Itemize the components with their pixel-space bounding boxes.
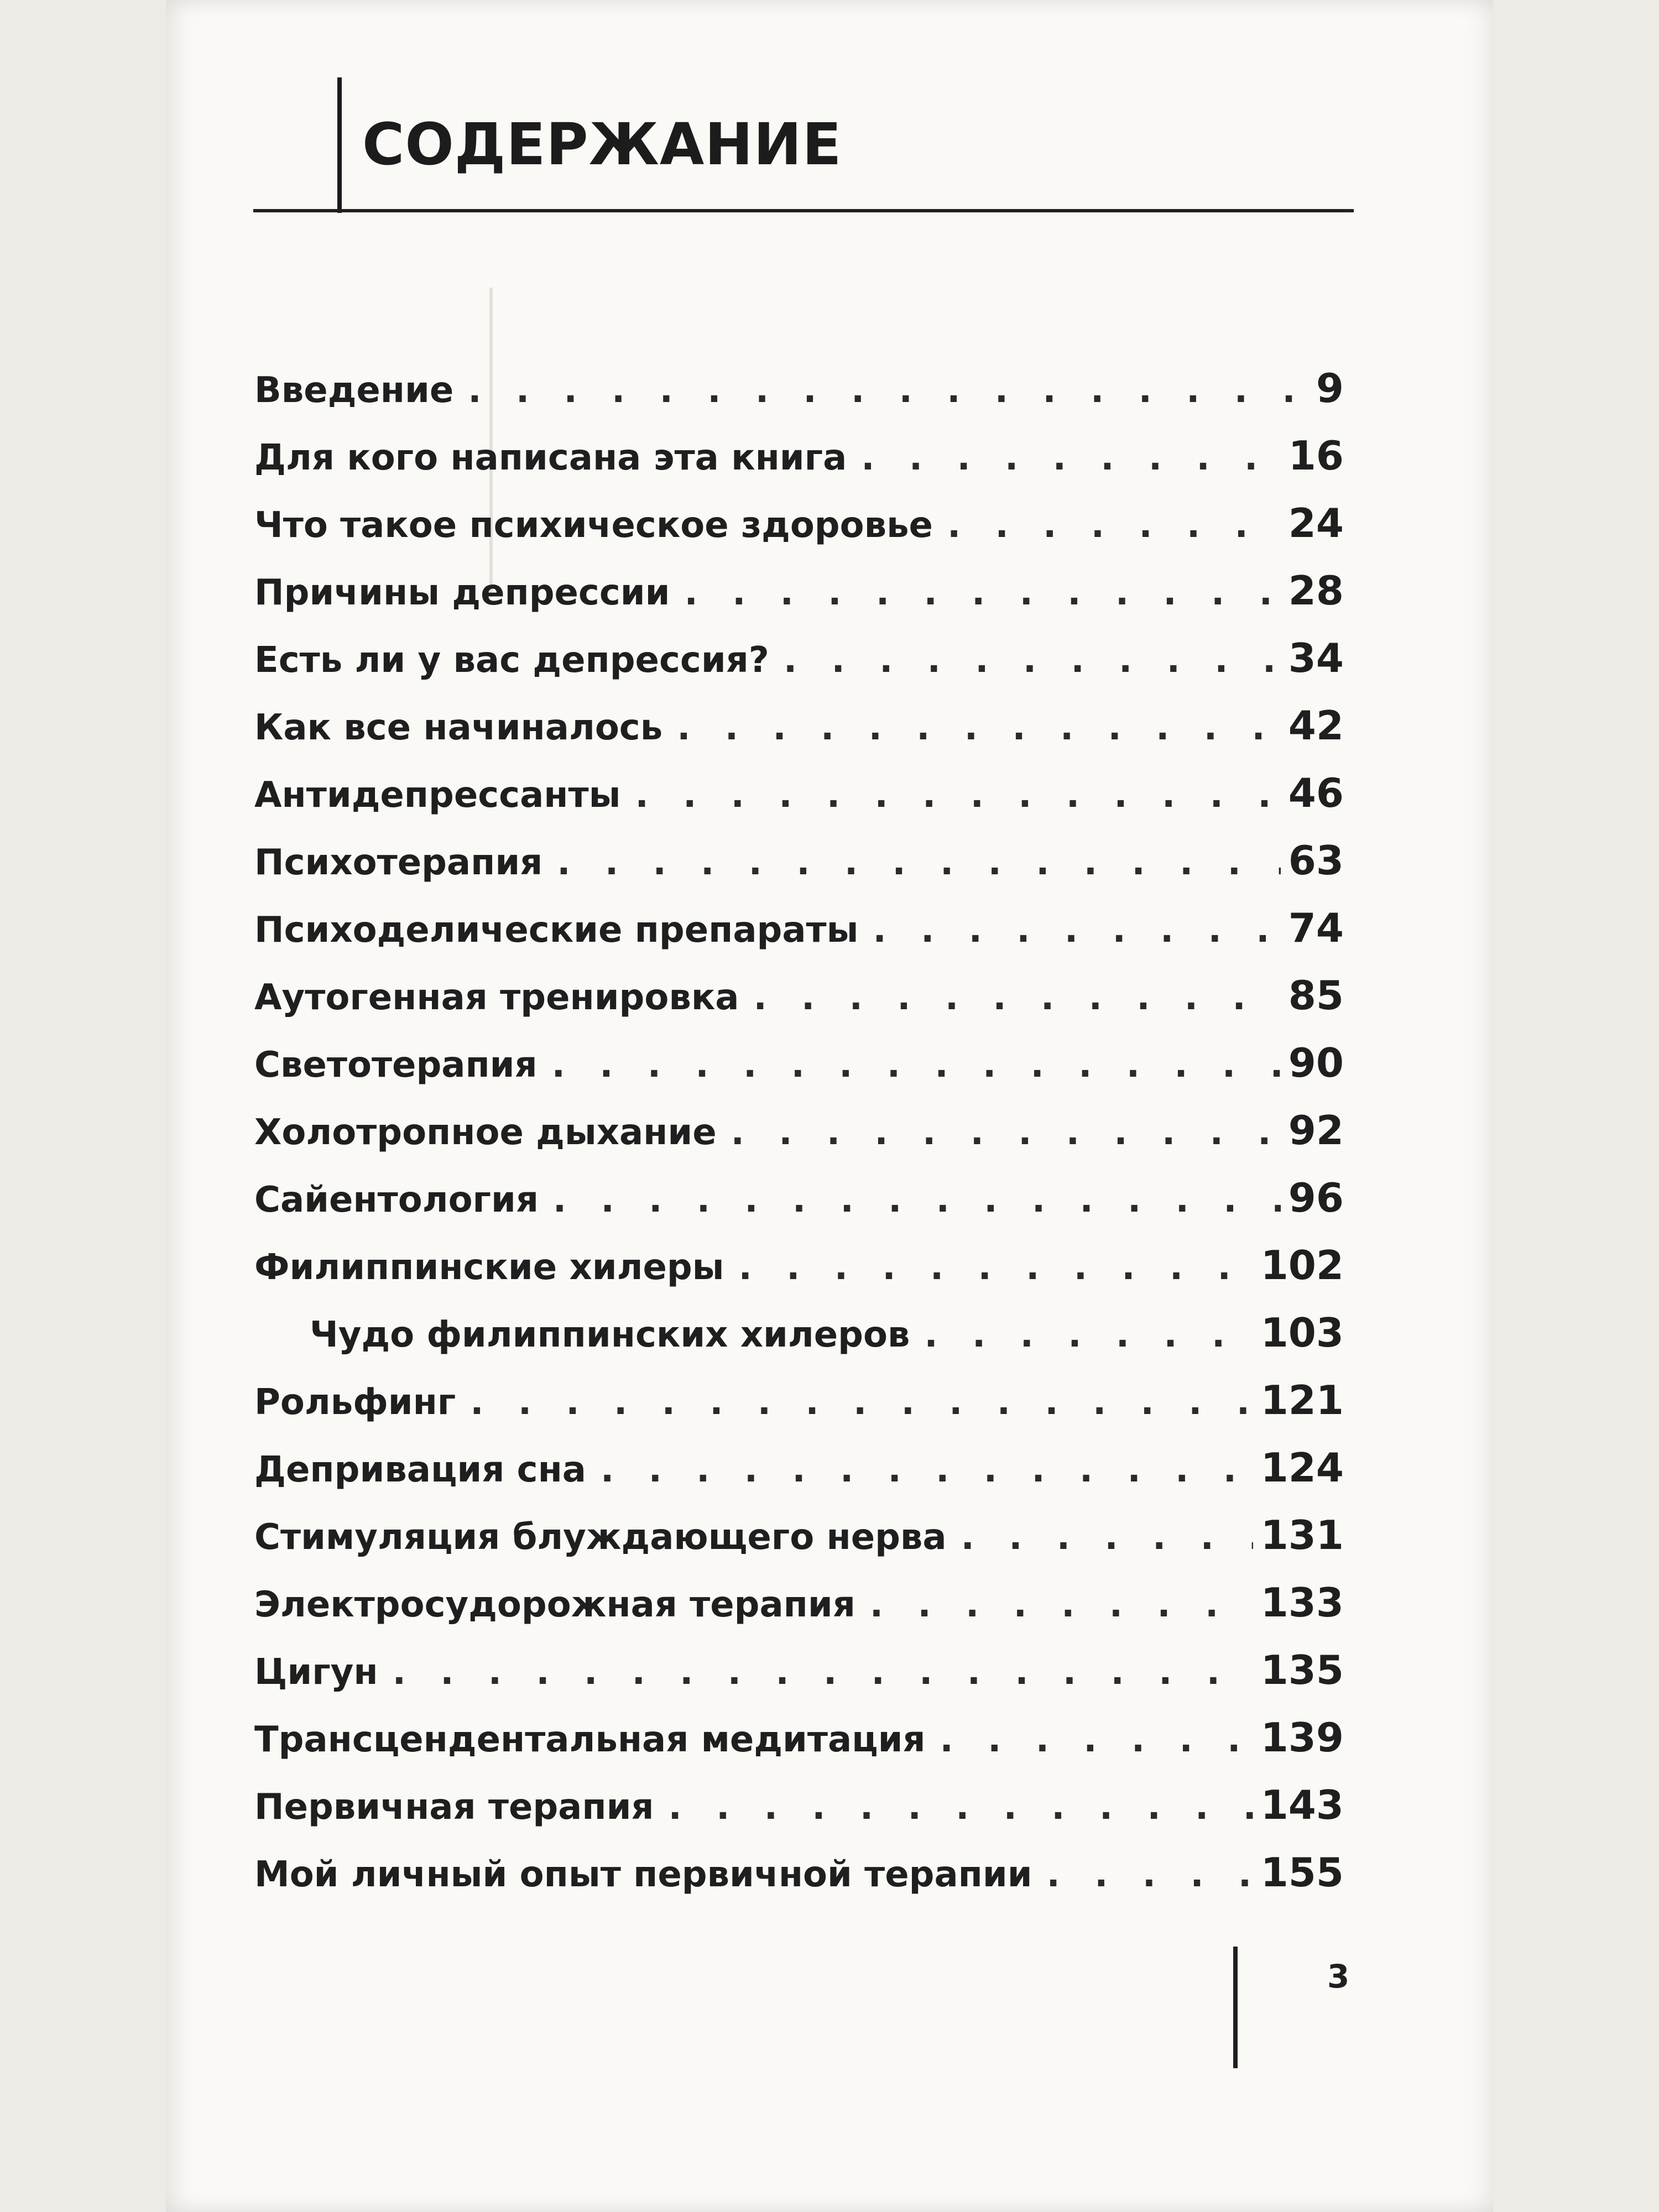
toc-leader-dots [731,1112,1281,1153]
toc-entry-page: 155 [1260,1849,1344,1896]
toc-entry-page: 124 [1260,1444,1344,1491]
toc-entry[interactable] [254,837,1344,905]
toc-entry[interactable] [254,770,1344,837]
toc-leader-dots [1047,1854,1253,1895]
toc-leader-dots [861,437,1281,478]
toc-entry[interactable] [254,972,1344,1040]
toc-leader-dots [553,1180,1281,1220]
toc-entry-page: 133 [1260,1579,1344,1626]
toc-entry[interactable] [254,567,1344,635]
toc-leader-dots [635,775,1280,816]
toc-entry-page: 28 [1288,567,1344,614]
toc-entry-page: 34 [1288,635,1344,681]
toc-entry-title: Цигун [254,1652,378,1693]
toc-entry[interactable] [254,1849,1344,1917]
toc-entry[interactable] [254,1107,1344,1175]
toc-leader-dots [947,505,1281,546]
toc-leader-dots [470,1382,1253,1423]
toc-leader-dots [739,1247,1253,1288]
toc-entry[interactable] [254,365,1344,432]
toc-entry-page: 24 [1288,500,1344,546]
toc-entry-title: Трансцендентальная медитация [254,1719,926,1760]
toc-leader-dots [557,842,1281,883]
toc-entry-title: Холотропное дыхание [254,1112,717,1153]
toc-entry-title: Аутогенная тренировка [254,977,739,1018]
toc-leader-dots [677,707,1281,748]
toc-entry-page: 42 [1288,702,1344,749]
toc-entry[interactable] [254,1782,1344,1849]
toc-entry-page: 131 [1260,1512,1344,1558]
toc-leader-dots [940,1719,1253,1760]
toc-leader-dots [393,1652,1253,1693]
toc-leader-dots [468,370,1308,411]
toc-leader-dots [784,640,1281,681]
toc-entry-title: Электросудорожная терапия [254,1584,855,1625]
toc-leader-dots [873,910,1280,951]
footer-vertical-rule [1233,1947,1238,2068]
toc-entry-title: Депривация сна [254,1449,586,1490]
toc-leader-dots [601,1449,1253,1490]
toc-entry-title: Причины депрессии [254,572,670,613]
toc-leader-dots [870,1584,1253,1625]
toc-entry-title: Для кого написана эта книга [254,437,847,478]
page-number: 3 [1327,1958,1350,1995]
toc-entry-page: 9 [1316,365,1344,411]
toc-entry-page: 102 [1260,1242,1344,1288]
toc-entry-page: 46 [1288,770,1344,816]
toc-entry[interactable] [254,1444,1344,1512]
toc-leader-dots [552,1045,1281,1086]
toc-entry[interactable] [254,1377,1344,1444]
toc-leader-dots [961,1517,1253,1558]
toc-entry-page: 121 [1260,1377,1344,1423]
toc-entry-title: Психоделические препараты [254,910,859,951]
toc-entry-page: 143 [1260,1782,1344,1828]
toc-entry-title: Первичная терапия [254,1787,654,1828]
toc-entry-title: Антидепрессанты [254,775,621,816]
toc-entry[interactable] [254,1579,1344,1647]
toc-entry[interactable] [254,702,1344,770]
toc-entry-page: 74 [1288,905,1344,951]
toc-leader-dots [753,977,1280,1018]
toc-entry-title: Сайентология [254,1180,539,1220]
toc-entry[interactable] [254,1512,1344,1579]
title-horizontal-rule [253,209,1354,212]
toc-entry-title: Как все начиналось [254,707,663,748]
toc-entry[interactable] [254,1714,1344,1782]
book-page [166,0,1493,2212]
page-title: СОДЕРЖАНИЕ [362,111,842,178]
toc-entry-page: 103 [1260,1310,1344,1356]
toc-entry-title: Психотерапия [254,842,543,883]
toc-entry-page: 16 [1288,432,1344,479]
toc-entry[interactable] [254,432,1344,500]
toc-entry[interactable] [254,1040,1344,1107]
toc-entry-page: 135 [1260,1647,1344,1693]
toc-entry-title: Мой личный опыт первичной терапии [254,1854,1032,1895]
toc-entry-title: Светотерапия [254,1045,538,1086]
toc-entry-page: 96 [1288,1175,1344,1221]
toc-entry[interactable] [254,1647,1344,1714]
toc-entry[interactable] [254,905,1344,972]
toc-entry-page: 92 [1288,1107,1344,1154]
toc-entry[interactable] [254,635,1344,702]
toc-entry-title: Есть ли у вас депрессия? [254,640,769,681]
toc-entry-title: Рольфинг [254,1382,456,1423]
toc-entry[interactable] [254,1242,1344,1310]
toc-entry[interactable] [254,500,1344,567]
toc-entry-title: Введение [254,370,454,411]
title-vertical-rule [337,77,342,213]
toc-subentry[interactable] [254,1310,1344,1377]
toc-entry-title: Чудо филиппинских хилеров [310,1314,910,1355]
toc-leader-dots [684,572,1280,613]
toc-entry-page: 85 [1288,972,1344,1019]
toc-leader-dots [924,1314,1253,1355]
table-of-contents [254,365,1344,1917]
toc-entry-title: Стимуляция блуждающего нерва [254,1517,947,1558]
toc-leader-dots [669,1787,1253,1828]
toc-entry[interactable] [254,1175,1344,1242]
toc-entry-title: Что такое психическое здоровье [254,505,933,546]
toc-entry-page: 139 [1260,1714,1344,1761]
toc-entry-page: 90 [1288,1040,1344,1086]
toc-entry-title: Филиппинские хилеры [254,1247,724,1288]
toc-entry-page: 63 [1288,837,1344,884]
